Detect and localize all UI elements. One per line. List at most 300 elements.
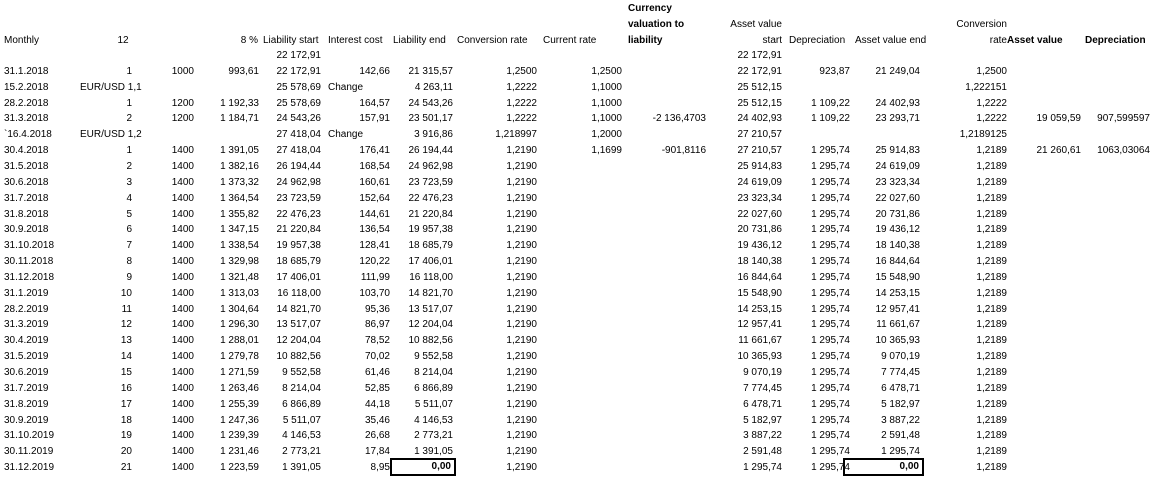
cell-liability-start: 8 214,04 [282,382,321,394]
cell-interest-cost: Change [328,129,364,141]
cell-asset-value-start: 23 323,34 [737,192,782,204]
cell-liability-start: 14 821,70 [276,303,321,315]
cell-date: 31.7.2019 [4,382,49,394]
cell-asset-value-end: 24 402,93 [875,97,920,109]
cell-period: 8 [126,256,132,267]
cell-asset-value-start: 1 295,74 [743,462,782,474]
cell-interest-cost: 136,54 [359,224,390,236]
cell-payment: 1400 [171,462,194,474]
cell-depreciation: 1 295,74 [811,208,850,220]
cell-payment-adjusted: 1 223,59 [220,462,259,474]
cell-interest-cost: 26,68 [364,430,390,442]
cell-conversion-rate: 1,2190 [506,256,537,267]
cell-liability-start: 19 957,38 [276,240,321,252]
cell-date: 31.10.2018 [4,240,55,252]
cell-asset-value-end: 6 478,71 [881,382,920,394]
cell-payment-adjusted: 1 355,82 [220,208,259,220]
cell-conversion-rate-2: 1,2189 [976,367,1007,378]
cell-period: 4 [126,192,132,204]
cell-payment-adjusted: 1 382,16 [220,160,259,172]
cell-period: 12 [120,319,132,331]
cell-conversion-rate: 1,2190 [506,319,537,331]
cell-asset-value-start: 24 619,09 [737,176,782,188]
cell-asset-value-start: 19 436,12 [737,240,782,252]
cell-asset-value-end: 11 661,67 [876,319,920,331]
cell-date: 28.2.2019 [4,303,49,315]
header-conversion-rate-2: Conversion rate [956,19,1007,46]
cell-liability-start: 22 172,91 [276,65,321,77]
cell-conversion-rate: 1,2190 [506,176,537,188]
cell-conversion-rate-2: 1,2189 [976,240,1007,252]
cell-conversion-rate-2: 1,222151 [965,81,1007,93]
cell-asset-value-start: 11 661,67 [738,335,782,347]
cell-payment-adjusted: 993,61 [228,65,259,77]
cell-asset-value-end: 16 844,64 [875,256,920,267]
cell-conversion-rate-2: 1,2500 [976,65,1007,77]
cell-asset-value-start: 10 365,93 [737,351,782,363]
cell-date: 31.8.2018 [4,208,49,220]
cell-payment: 1400 [171,240,194,252]
cell-period: 9 [126,271,132,283]
cell-date: 31.1.2018 [4,65,49,77]
cell-conversion-rate: 1,2190 [506,208,537,220]
cell-depreciation: 1 295,74 [811,367,850,378]
cell-asset-value-end: 1 295,74 [881,446,920,458]
cell-payment-adjusted: 1 239,39 [220,430,259,442]
cell-liability-end: 4 263,11 [414,81,453,93]
cell-period: 18 [120,414,132,426]
cell-liability-start: 17 406,01 [276,271,321,283]
cell-liability-start: 25 578,69 [276,97,321,109]
cell-depreciation-2: 1063,03064 [1097,145,1150,157]
cell-asset-value-end: 25 914,83 [875,145,920,157]
cell-depreciation: 1 295,74 [811,256,850,267]
cell-payment: 1400 [171,271,194,283]
cell-payment-adjusted: 1 313,03 [220,287,259,299]
cell-payment-adjusted: 1 263,46 [220,382,259,394]
cell-liability-end: 13 517,07 [408,303,453,315]
cell-asset-value-end: 20 731,86 [875,208,920,220]
cell-conversion-rate: 1,2222 [506,81,537,93]
cell-asset-value-start: 16 844,64 [737,271,782,283]
cell-asset-value-start: 27 210,57 [737,145,782,157]
cell-interest-cost: Change [328,81,364,93]
cell-asset-value-start: 18 140,38 [737,256,782,267]
cell-payment: 1400 [171,145,194,157]
header-currency-valuation: Currency valuation to liability [628,3,685,46]
cell-payment-adjusted: 1 271,59 [220,367,259,378]
cell-payment: 1400 [171,224,194,236]
cell-asset-value-end: 3 887,22 [881,414,920,426]
cell-liability-end: 21 315,57 [408,65,453,77]
header-asset-value-start: Asset value start [730,19,782,46]
cell-liability-end: 8 214,04 [414,367,453,378]
cell-depreciation: 1 295,74 [811,224,850,236]
cell-payment-adjusted: 1 391,05 [220,145,259,157]
cell-asset-value-start: 25 512,15 [737,81,782,93]
cell-asset-value-end: 12 957,41 [875,303,920,315]
cell-depreciation: 1 295,74 [811,192,850,204]
cell-current-rate: 1,2000 [591,129,622,141]
cell-conversion-rate-2: 1,2189 [976,208,1007,220]
cell-date: 30.9.2019 [4,414,49,426]
cell-asset-value-end: 24 619,09 [875,160,920,172]
cell-date: 31.1.2019 [4,287,49,299]
cell-depreciation: 1 295,74 [811,335,850,347]
cell-asset-value-start: 27 210,57 [737,129,782,141]
cell-current-rate: 1,1000 [591,81,622,93]
cell-asset-value-end: 22 027,60 [875,192,920,204]
cell-depreciation-2: 907,599597 [1097,113,1150,125]
cell-depreciation: 1 295,74 [811,145,850,157]
header-depreciation: Depreciation [789,35,846,46]
cell-liability-start: 16 118,00 [277,287,321,299]
cell-period: 6 [126,224,132,236]
cell-depreciation: 1 295,74 [811,351,850,363]
cell-payment: 1200 [171,113,194,125]
cell-period: 13 [120,335,132,347]
cell-depreciation: 1 295,74 [811,287,850,299]
cell-interest-cost: 86,97 [364,319,390,331]
cell-liability-start: 21 220,84 [276,224,321,236]
cell-period: 1 [126,145,132,157]
cell-liability-start: 18 685,79 [276,256,321,267]
cell-depreciation: 1 295,74 [811,271,850,283]
cell-interest-cost: 78,52 [364,335,390,347]
cell-liability-end: 23 723,59 [408,176,453,188]
cell-payment: 1400 [171,382,194,394]
cell-period: 15 [120,367,132,378]
cell-payment: 1400 [171,208,194,220]
cell-conversion-rate: 1,2190 [506,446,537,458]
cell-depreciation: 1 295,74 [811,382,850,394]
cell-asset-value-end: 18 140,38 [875,240,920,252]
cell-liability-start: 6 866,89 [282,398,321,410]
cell-liability-start: 24 962,98 [276,176,321,188]
cell-payment-adjusted: 1 192,33 [220,97,259,109]
cell-current-rate: 1,1000 [591,97,622,109]
cell-asset-value-start: 9 070,19 [743,367,782,378]
cell-period: 19 [120,430,132,442]
cell-conversion-rate-2: 1,2189 [976,382,1007,394]
cell-payment-adjusted: 1 364,54 [220,192,259,204]
cell-asset-value-end: 15 548,90 [875,271,920,283]
cell-asset-value-end: 5 182,97 [881,398,920,410]
header-current-rate: Current rate [543,35,597,46]
cell-interest-cost: 70,02 [364,351,390,363]
cell-conversion-rate: 1,2190 [506,462,537,474]
cell-liability-start: 23 723,59 [276,192,321,204]
cell-date: 31.5.2019 [4,351,49,363]
cell-interest-cost: 164,57 [359,97,390,109]
cell-conversion-rate-2: 1,2189 [976,462,1007,474]
cell-date: 30.11.2019 [4,446,54,458]
cell-period: EUR/USD 1,1 [80,81,142,93]
cell-payment-adjusted: 1 373,32 [220,176,259,188]
cell-interest-cost: 35,46 [364,414,390,426]
cell-liability-start: 27 418,04 [276,145,321,157]
header-rate: 8 % [240,35,258,46]
cell-payment: 1400 [171,430,194,442]
cell-asset-value-start: 5 182,97 [743,414,782,426]
cell-interest-cost: 103,70 [359,287,390,299]
cell-payment-adjusted: 1 247,36 [220,414,259,426]
cell-conversion-rate: 1,2190 [506,351,537,363]
cell-conversion-rate-2: 1,2189 [976,303,1007,315]
cell-depreciation: 1 295,74 [811,462,850,474]
cell-asset-value-start: 25 914,83 [737,160,782,172]
cell-depreciation: 1 295,74 [811,319,850,331]
cell-conversion-rate-2: 1,2222 [976,97,1007,109]
cell-liability-end: 6 866,89 [414,382,453,394]
cell-conversion-rate: 1,2190 [506,367,537,378]
cell-conversion-rate: 1,2190 [506,271,537,283]
cell-payment: 1400 [171,367,194,378]
cell-payment-adjusted: 1 304,64 [220,303,259,315]
cell-payment: 1400 [171,335,194,347]
cell-interest-cost: 111,99 [360,271,390,283]
cell-asset-value-start: 2 591,48 [743,446,782,458]
cell-period: 5 [126,208,132,220]
cell-liability-start: 22 476,23 [276,208,321,220]
cell-depreciation: 1 295,74 [811,176,850,188]
cell-interest-cost: 52,85 [364,382,390,394]
cell-conversion-rate: 1,2500 [506,65,537,77]
cell-liability-end: 9 552,58 [414,351,453,363]
cell-asset-value: 19 059,59 [1036,113,1081,125]
cell-conversion-rate-2: 1,2189 [976,192,1007,204]
cell-date: 30.4.2018 [4,145,49,157]
cell-depreciation: 1 295,74 [811,398,850,410]
cell-liability-end: 21 220,84 [408,208,453,220]
cell-conversion-rate: 1,2190 [506,224,537,236]
cell-asset-value-start: 3 887,22 [743,430,782,442]
cell-asset-value-start: 25 512,15 [737,97,782,109]
cell-payment: 1400 [171,287,194,299]
cell-asset-value-start: 14 253,15 [737,303,782,315]
cell-conversion-rate-2: 1,2189 [976,414,1007,426]
cell-conversion-rate-2: 1,2189 [976,398,1007,410]
cell-period: 3 [126,176,132,188]
cell-period: 1 [126,97,132,109]
cell-conversion-rate: 1,2222 [506,97,537,109]
cell-payment: 1200 [171,97,194,109]
cell-payment: 1400 [171,176,194,188]
cell-asset-value-start: 24 402,93 [737,113,782,125]
cell-liability-end: 19 957,38 [408,224,453,236]
cell-payment-adjusted: 1 288,01 [220,335,259,347]
cell-conversion-rate: 1,2190 [506,303,537,315]
cell-liability-end: 2 773,21 [414,430,453,442]
cell-conversion-rate-2: 1,2189 [976,446,1007,458]
cell-conversion-rate-2: 1,2222 [976,113,1007,125]
cell-liability-end: 0,00 [390,458,456,476]
cell-liability-start: 4 146,53 [282,430,321,442]
cell-asset-value-end: 21 249,04 [875,65,920,77]
header-twelve: 12 [117,35,129,46]
header-asset-value: Asset value [1007,35,1063,46]
cell-liability-end: 26 194,44 [408,145,453,157]
cell-date: 28.2.2018 [4,97,49,109]
cell-interest-cost: 142,66 [359,65,390,77]
cell-asset-value-start: 22 172,91 [737,65,782,77]
cell-depreciation: 1 295,74 [811,414,850,426]
cell-date: 31.10.2019 [4,430,55,442]
cell-period: EUR/USD 1,2 [80,129,142,141]
header-liability-end: Liability end [393,35,446,46]
cell-conversion-rate-2: 1,2189125 [959,129,1007,141]
cell-date: 30.9.2018 [4,224,49,236]
cell-conversion-rate: 1,2190 [506,398,537,410]
cell-payment-adjusted: 1 255,39 [220,398,259,410]
cell-period: 21 [120,462,132,474]
cell-asset-value-end: 7 774,45 [881,367,920,378]
cell-date: 15.2.2018 [4,81,49,93]
cell-payment-adjusted: 1 279,78 [220,351,259,363]
cell-depreciation: 1 295,74 [811,160,850,172]
cell-liability-start: 9 552,58 [282,367,321,378]
cell-liability-end: 17 406,01 [408,256,453,267]
cell-liability-start: 1 391,05 [282,462,321,474]
cell-date: 31.12.2019 [4,462,55,474]
cell-liability-start: 22 172,91 [276,50,321,61]
cell-conversion-rate-2: 1,2189 [976,160,1007,172]
cell-conversion-rate-2: 1,2189 [976,351,1007,363]
cell-conversion-rate: 1,2222 [506,113,537,125]
cell-date: 30.6.2018 [4,176,49,188]
cell-interest-cost: 152,64 [359,192,390,204]
cell-interest-cost: 61,46 [364,367,390,378]
cell-liability-end: 10 882,56 [408,335,453,347]
cell-payment-adjusted: 1 296,30 [220,319,259,331]
cell-liability-start: 27 418,04 [276,129,321,141]
cell-current-rate: 1,2500 [591,65,622,77]
cell-asset-value-start: 7 774,45 [743,382,782,394]
cell-date: 31.5.2018 [4,160,49,172]
cell-date: 31.3.2019 [4,319,49,331]
cell-asset-value-end: 23 293,71 [875,113,920,125]
cell-payment: 1400 [171,192,194,204]
cell-interest-cost: 128,41 [359,240,390,252]
cell-asset-value-end: 19 436,12 [875,224,920,236]
cell-payment: 1400 [171,398,194,410]
header-monthly: Monthly [4,35,40,46]
cell-liability-end: 4 146,53 [414,414,453,426]
cell-conversion-rate-2: 1,2189 [976,176,1007,188]
cell-liability-end: 3 916,86 [414,129,453,141]
cell-asset-value-end: 14 253,15 [875,287,920,299]
cell-date: 31.12.2018 [4,271,55,283]
cell-date: `16.4.2018 [4,129,52,141]
cell-depreciation: 1 295,74 [811,240,850,252]
cell-conversion-rate: 1,2190 [506,414,537,426]
cell-liability-end: 23 501,17 [408,113,453,125]
cell-depreciation: 1 295,74 [811,430,850,442]
cell-liability-start: 5 511,07 [282,414,321,426]
cell-conversion-rate: 1,218997 [495,129,537,141]
cell-liability-end: 16 118,00 [409,271,453,283]
cell-date: 31.3.2018 [4,113,49,125]
cell-conversion-rate: 1,2190 [506,160,537,172]
cell-conversion-rate-2: 1,2189 [976,256,1007,267]
cell-date: 30.11.2018 [4,256,54,267]
cell-payment: 1000 [171,65,194,77]
cell-conversion-rate-2: 1,2189 [976,271,1007,283]
cell-liability-end: 22 476,23 [408,192,453,204]
cell-liability-end: 24 543,26 [408,97,453,109]
cell-currency-valuation: -901,8116 [661,145,706,157]
cell-interest-cost: 95,36 [364,303,390,315]
cell-conversion-rate-2: 1,2189 [976,430,1007,442]
cell-conversion-rate: 1,2190 [506,382,537,394]
cell-liability-start: 2 773,21 [282,446,321,458]
cell-depreciation: 923,87 [819,65,850,77]
cell-liability-end: 12 204,04 [408,319,453,331]
cell-liability-start: 26 194,44 [276,160,321,172]
cell-payment: 1400 [171,414,194,426]
cell-payment: 1400 [171,303,194,315]
cell-asset-value-end: 9 070,19 [881,351,920,363]
cell-interest-cost: 144,61 [359,208,390,220]
cell-liability-start: 12 204,04 [276,335,321,347]
cell-interest-cost: 168,54 [359,160,390,172]
cell-conversion-rate-2: 1,2189 [976,224,1007,236]
cell-depreciation: 1 295,74 [811,303,850,315]
cell-interest-cost: 160,61 [359,176,390,188]
cell-interest-cost: 176,41 [359,145,390,157]
cell-asset-value-start: 15 548,90 [737,287,782,299]
cell-payment: 1400 [171,256,194,267]
cell-period: 11 [121,303,132,315]
cell-conversion-rate: 1,2190 [506,145,537,157]
header-depreciation-2: Depreciation [1085,35,1146,46]
cell-depreciation: 1 109,22 [811,113,850,125]
cell-liability-end: 18 685,79 [408,240,453,252]
cell-liability-end: 1 391,05 [414,446,453,458]
cell-interest-cost: 44,18 [364,398,390,410]
cell-payment-adjusted: 1 338,54 [220,240,259,252]
cell-asset-value-start: 22 027,60 [737,208,782,220]
cell-payment-adjusted: 1 347,15 [220,224,259,236]
cell-payment-adjusted: 1 329,98 [220,256,259,267]
header-asset-value-end: Asset value end [855,35,927,46]
cell-liability-end: 5 511,07 [414,398,453,410]
cell-date: 31.8.2019 [4,398,49,410]
cell-liability-start: 10 882,56 [276,351,321,363]
cell-interest-cost: 8,95 [370,462,390,474]
cell-asset-value-start: 22 172,91 [737,50,782,61]
cell-period: 16 [120,382,132,394]
cell-conversion-rate: 1,2190 [506,192,537,204]
cell-date: 31.7.2018 [4,192,49,204]
cell-asset-value: 21 260,61 [1036,145,1081,157]
cell-period: 1 [126,65,132,77]
cell-asset-value-end: 23 323,34 [875,176,920,188]
cell-conversion-rate-2: 1,2189 [976,335,1007,347]
cell-liability-start: 24 543,26 [276,113,321,125]
cell-current-rate: 1,1000 [591,113,622,125]
cell-period: 17 [120,398,132,410]
cell-conversion-rate: 1,2190 [506,240,537,252]
cell-payment: 1400 [171,351,194,363]
cell-liability-start: 25 578,69 [276,81,321,93]
cell-payment-adjusted: 1 321,48 [220,271,259,283]
cell-period: 20 [120,446,132,458]
cell-period: 7 [126,240,132,252]
cell-asset-value-end: 0,00 [843,458,924,476]
cell-depreciation: 1 109,22 [811,97,850,109]
cell-period: 2 [126,113,132,125]
